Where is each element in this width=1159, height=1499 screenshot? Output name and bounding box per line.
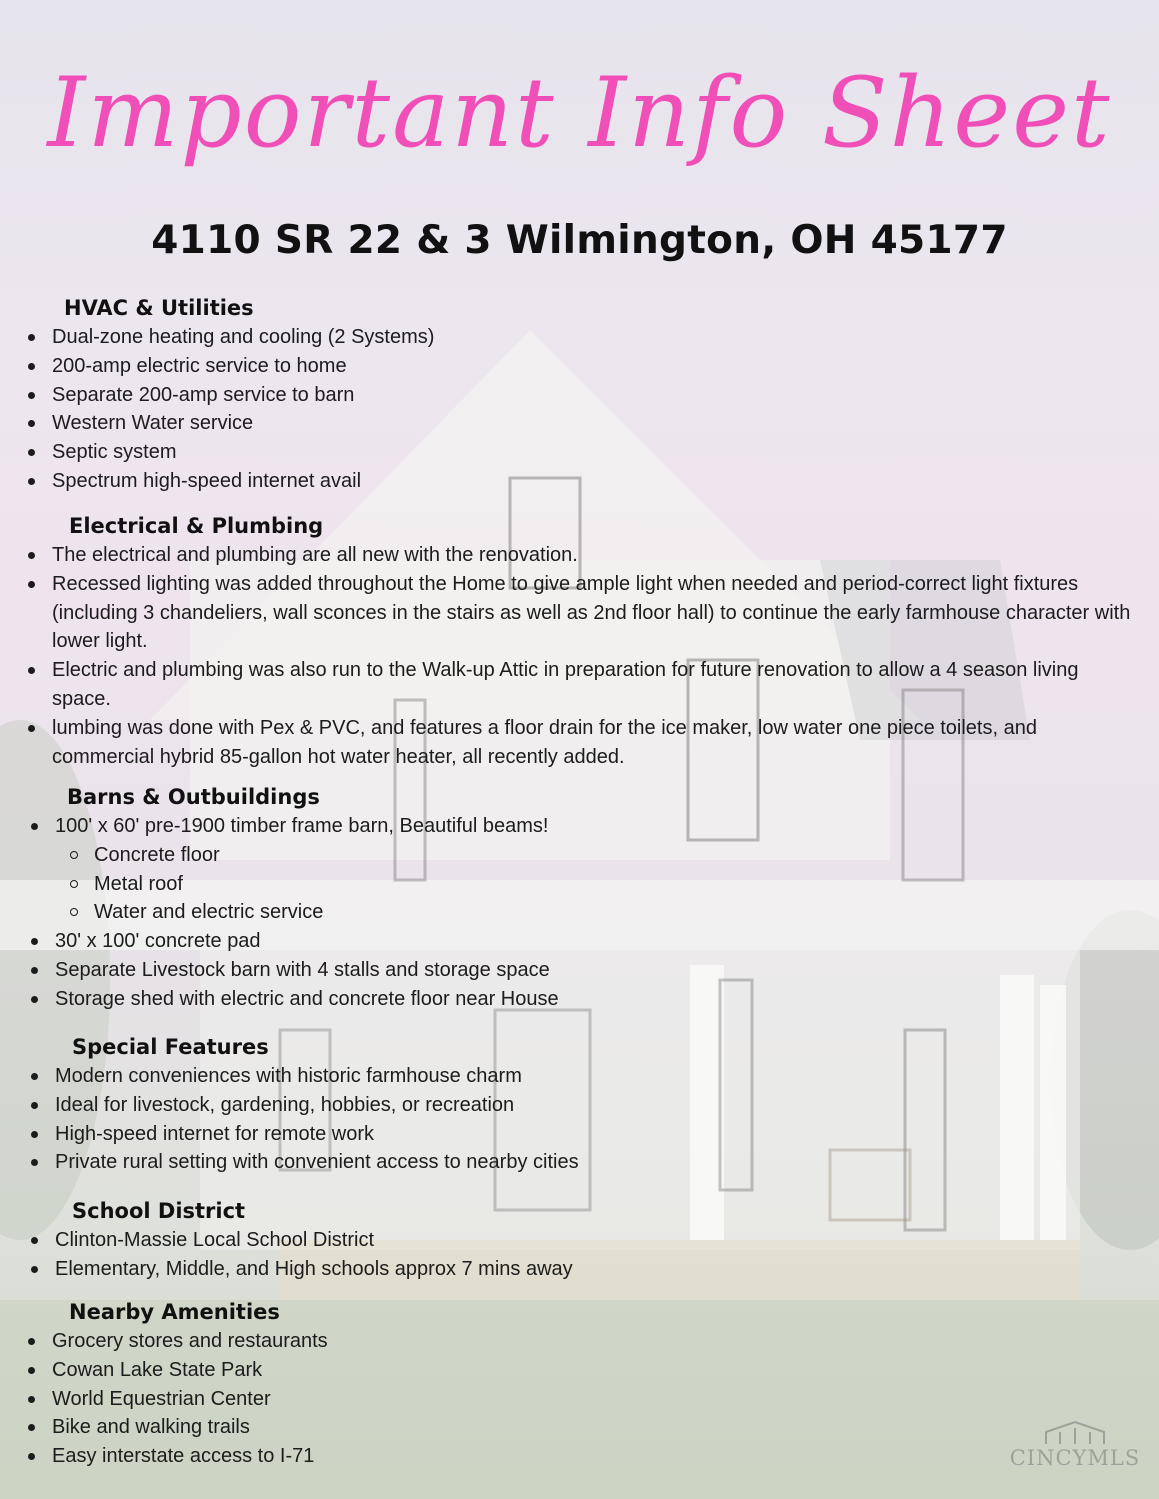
- list-item: Private rural setting with convenient access to nearby cities: [29, 1148, 1131, 1177]
- list-item: Electric and plumbing was also run to the Walk-up Attic in preparation for future renovation to allow a 4 season living space.: [26, 656, 1131, 714]
- list-item: Separate 200-amp service to barn: [26, 381, 1131, 410]
- list-item: Clinton-Massie Local School District: [29, 1226, 1131, 1255]
- section-heading: Nearby Amenities: [69, 1300, 280, 1324]
- list-item: Grocery stores and restaurants: [26, 1327, 1131, 1356]
- list-item: Ideal for livestock, gardening, hobbies, or recreation: [29, 1091, 1131, 1120]
- section-heading: HVAC & Utilities: [64, 296, 254, 320]
- property-address: 4110 SR 22 & 3 Wilmington, OH 45177: [151, 218, 1008, 263]
- list-item: Modern conveniences with historic farmhouse charm: [29, 1062, 1131, 1091]
- house-outline-icon: [1040, 1420, 1110, 1446]
- section-heading: Special Features: [72, 1035, 269, 1059]
- section-heading: School District: [72, 1199, 246, 1223]
- list-item: Septic system: [26, 438, 1131, 467]
- section-hvac-utilities: [26, 293, 1131, 496]
- list-item: Separate Livestock barn with 4 stalls and storage space: [29, 956, 1131, 985]
- list-item: World Equestrian Center: [26, 1385, 1131, 1414]
- page-title: Important Info Sheet: [47, 57, 1112, 169]
- bullet-list: [26, 541, 1131, 771]
- list-item: Dual-zone heating and cooling (2 Systems): [26, 323, 1131, 352]
- bullet-list: [26, 1226, 1131, 1284]
- list-item: Bike and walking trails: [26, 1413, 1131, 1442]
- list-item: Spectrum high-speed internet avail: [26, 467, 1131, 496]
- list-item: Recessed lighting was added throughout the Home to give ample light when needed and period-correct light fixtures (including 3 chandeliers, wall sconces in the stairs as well as 2nd floor hall) to continue the early farmhouse character with lower light.: [26, 570, 1131, 656]
- section-heading: Barns & Outbuildings: [67, 785, 320, 809]
- list-item: lumbing was done with Pex & PVC, and features a floor drain for the ice maker, low water one piece toilets, and commercial hybrid 85-gallon hot water heater, all recently added.: [26, 714, 1131, 772]
- sub-list-item: Water and electric service: [29, 898, 1131, 927]
- sub-list-item: Concrete floor: [29, 841, 1131, 870]
- list-item: Storage shed with electric and concrete floor near House: [29, 985, 1131, 1014]
- cincymls-logo: [1004, 1420, 1146, 1480]
- list-item: 30' x 100' concrete pad: [29, 927, 1131, 956]
- list-item: 200-amp electric service to home: [26, 352, 1131, 381]
- section-special-features: [26, 1032, 1131, 1177]
- bullet-list: [26, 323, 1131, 496]
- list-item: Cowan Lake State Park: [26, 1356, 1131, 1385]
- list-item: The electrical and plumbing are all new with the renovation.: [26, 541, 1131, 570]
- section-barns-outbuildings: [26, 782, 1131, 1014]
- section-heading: Electrical & Plumbing: [69, 514, 324, 538]
- list-item: High-speed internet for remote work: [29, 1120, 1131, 1149]
- section-school-district: [26, 1196, 1131, 1284]
- sub-list-item: Metal roof: [29, 870, 1131, 899]
- section-nearby-amenities: [26, 1297, 1131, 1471]
- list-item: Easy interstate access to I-71: [26, 1442, 1131, 1471]
- logo-text: CINCYMLS: [1009, 1446, 1141, 1470]
- bullet-list: [26, 812, 1131, 1014]
- bullet-list: [26, 1062, 1131, 1177]
- list-item: Elementary, Middle, and High schools approx 7 mins away: [29, 1255, 1131, 1284]
- list-item: 100' x 60' pre-1900 timber frame barn, Beautiful beams!: [29, 812, 1131, 841]
- section-electrical-plumbing: [26, 511, 1131, 771]
- list-item: Western Water service: [26, 409, 1131, 438]
- bullet-list: [26, 1327, 1131, 1471]
